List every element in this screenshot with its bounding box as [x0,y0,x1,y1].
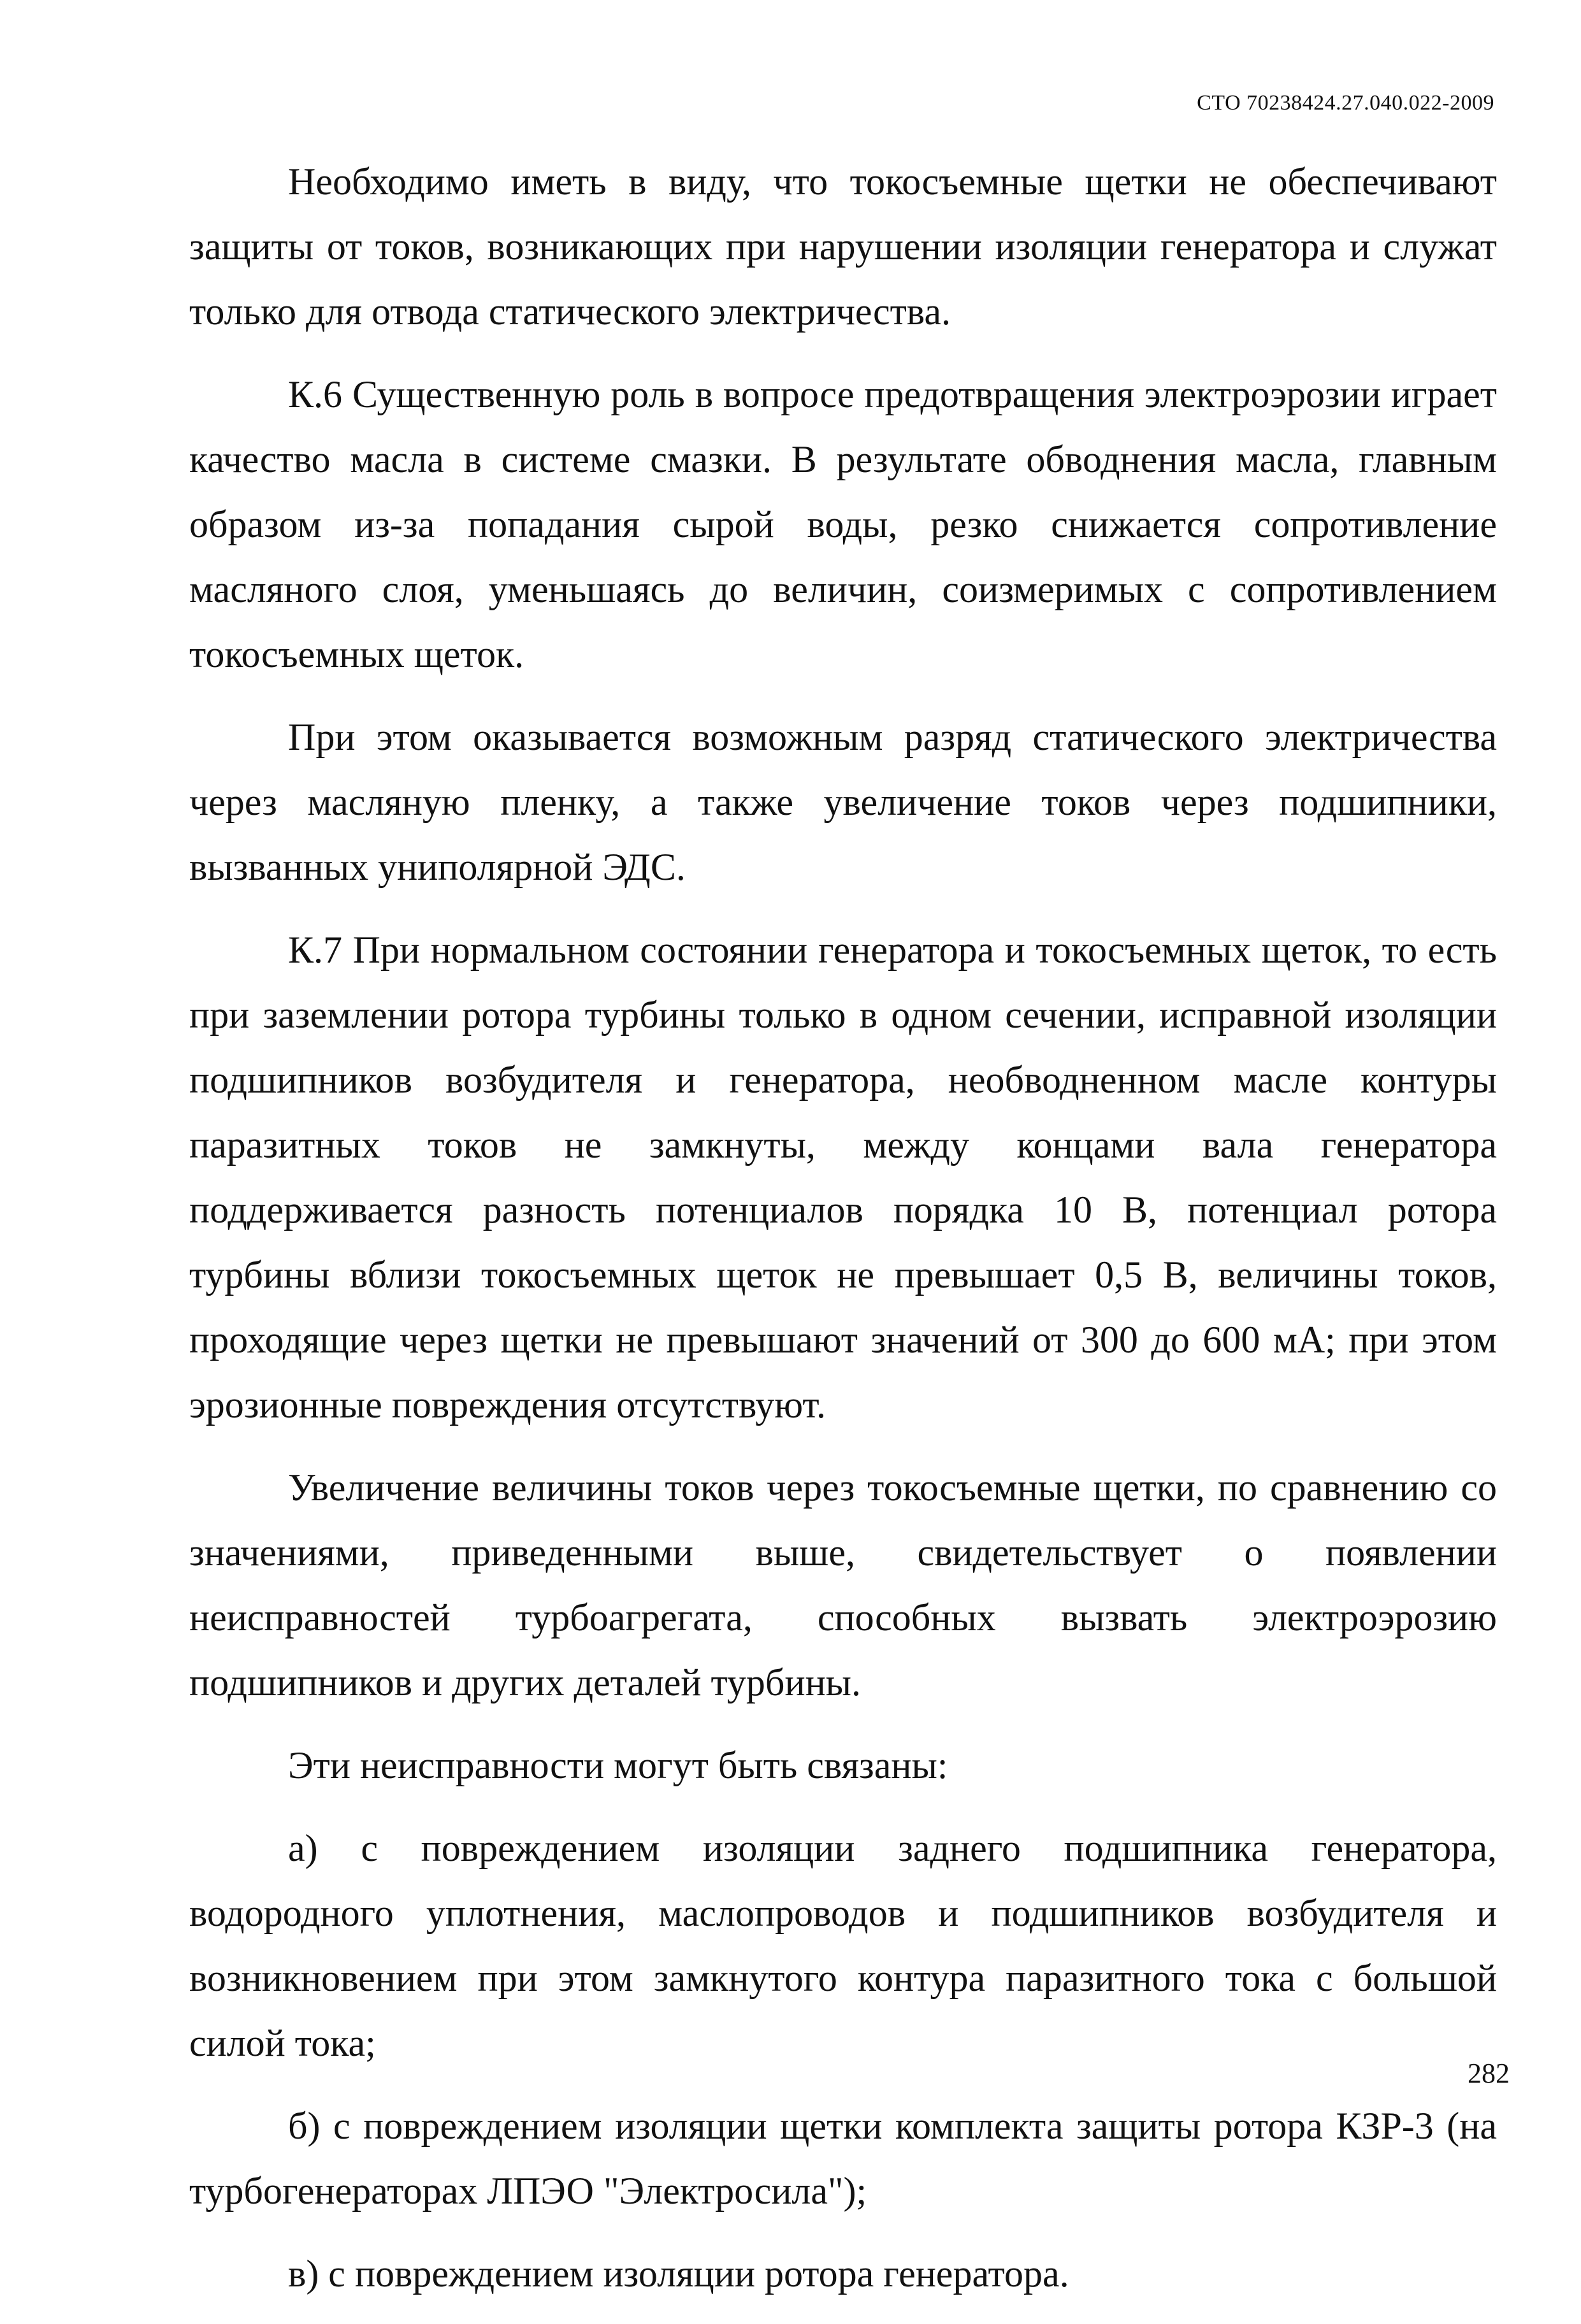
paragraph-current-collector-brushes: Необходимо иметь в виду, что токосъемные щетки не обеспечивают защиты от токов, возникающих при нарушении изоляции генератора и служат только для отвода статического электричества. [189,161,1497,333]
document-code-header: СТО 70238424.27.040.022-2009 [1197,91,1494,115]
paragraph-faults-intro: Эти неисправности могут быть связаны: [288,1744,948,1786]
paragraph-static-discharge: При этом оказывается возможным разряд статического электричества через масляную пленку, а также увеличение токов через подшипники, вызванных униполярной ЭДС. [189,716,1497,888]
paragraph-k6-oil-quality: К.6 Существенную роль в вопросе предотвращения электроэрозии играет качество масла в системе смазки. В результате обводнения масла, главным образом из-за попадания сырой воды, резко снижается сопротивление масляного слоя, уменьшаясь до величин, соизмеримых с сопротивлением токосъемных щеток. [189,373,1497,675]
list-item-b: б) с повреждением изоляции щетки комплекта защиты ротора КЗР-3 (на турбогенераторах ЛПЭО "Электросила"); [189,2105,1497,2212]
list-item-c: в) с повреждением изоляции ротора генератора. [288,2253,1069,2295]
list-item-a: а) с повреждением изоляции заднего подшипника генератора, водородного уплотнения, маслопроводов и подшипников возбудителя и возникновением при этом замкнутого контура паразитного тока с большой силой тока; [189,1827,1497,2064]
paragraph-k7-normal-state: К.7 При нормальном состоянии генератора и токосъемных щеток, то есть при заземлении ротора турбины только в одном сечении, исправной изоляции подшипников возбудителя и генератора, необводненном масле контуры паразитных токов не замкнуты, между концами вала генератора поддерживается разность потенциалов порядка 10 В, потенциал ротора турбины вблизи токосъемных щеток не превышает 0,5 В, величины токов, проходящие через щетки не превышают значений от 300 до 600 мА; при этом эрозионные повреждения отсутствуют. [189,929,1497,1426]
body-text [189,149,1497,2324]
paragraph-current-increase: Увеличение величины токов через токосъемные щетки, по сравнению со значениями, приведенными выше, свидетельствует о появлении неисправностей турбоагрегата, способных вызвать электроэрозию подшипников и других деталей турбины. [189,1467,1497,1704]
page-number: 282 [1468,2058,1510,2089]
